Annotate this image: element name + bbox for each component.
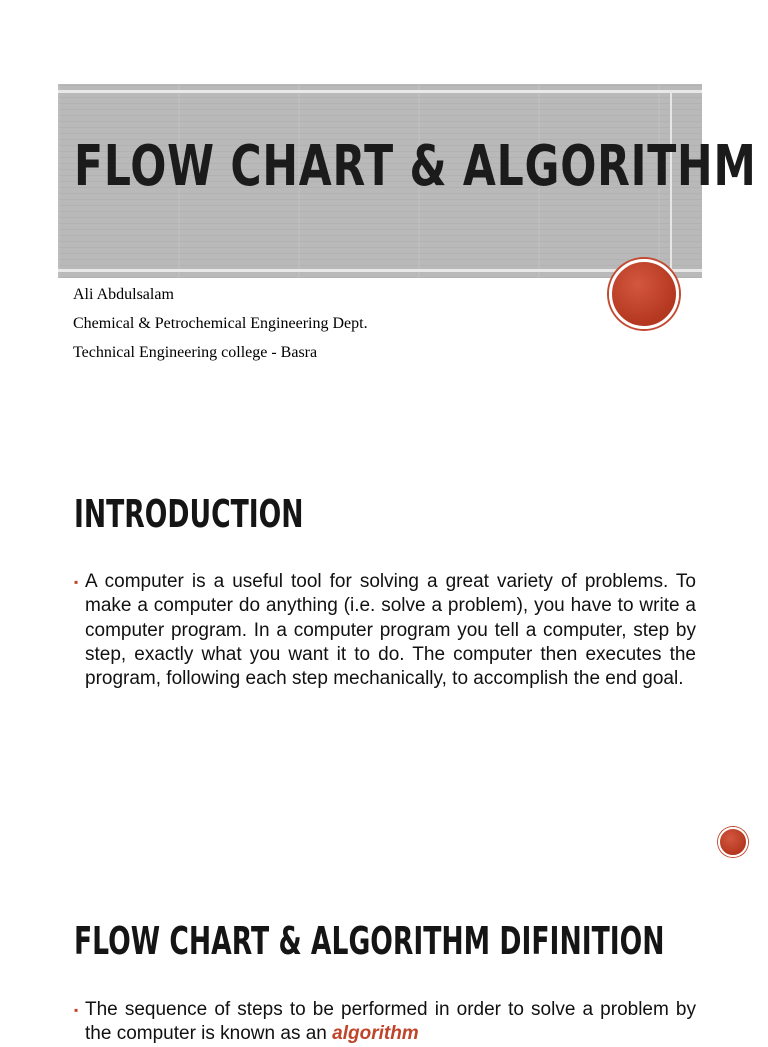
introduction-heading: INTRODUCTION <box>74 492 304 536</box>
introduction-text: A computer is a useful tool for solving a great variety of problems. To make a computer do anything (i.e. solve a problem), you have to write a computer program. In a computer program you tell a computer, step by step, exactly what you want it to do. The computer then executes the program, following each step mechanically, to accomplish the end goal. <box>85 571 696 690</box>
title-slide <box>0 0 768 420</box>
title-band-top-rule <box>58 90 702 93</box>
introduction-bullet <box>74 570 696 691</box>
definition-text <box>85 998 696 1047</box>
definition-text-start: The sequence of steps to be performed in order to solve a problem by the computer is known as an <box>85 999 696 1045</box>
title-band-bottom-rule <box>58 269 702 272</box>
presentation-title: FLOW CHART & ALGORITHM <box>74 134 757 199</box>
definition-keyword: algorithm <box>332 1023 419 1045</box>
accent-circle-small-decoration <box>718 827 748 857</box>
author-department: Chemical & Petrochemical Engineering Dept. <box>73 315 368 332</box>
author-college: Technical Engineering college - Basra <box>73 344 318 361</box>
definition-bullet <box>74 998 696 1047</box>
title-band <box>58 84 757 278</box>
bullet-marker-icon: ▪ <box>74 575 79 589</box>
definition-slide <box>0 905 768 1045</box>
definition-heading: FLOW CHART & ALGORITHM DIFINITION <box>74 919 665 963</box>
author-block <box>73 280 368 367</box>
bullet-marker-icon: ▪ <box>74 1003 79 1017</box>
introduction-slide <box>0 470 768 870</box>
author-name: Ali Abdulsalam <box>73 286 174 303</box>
accent-circle-decoration <box>609 259 679 329</box>
